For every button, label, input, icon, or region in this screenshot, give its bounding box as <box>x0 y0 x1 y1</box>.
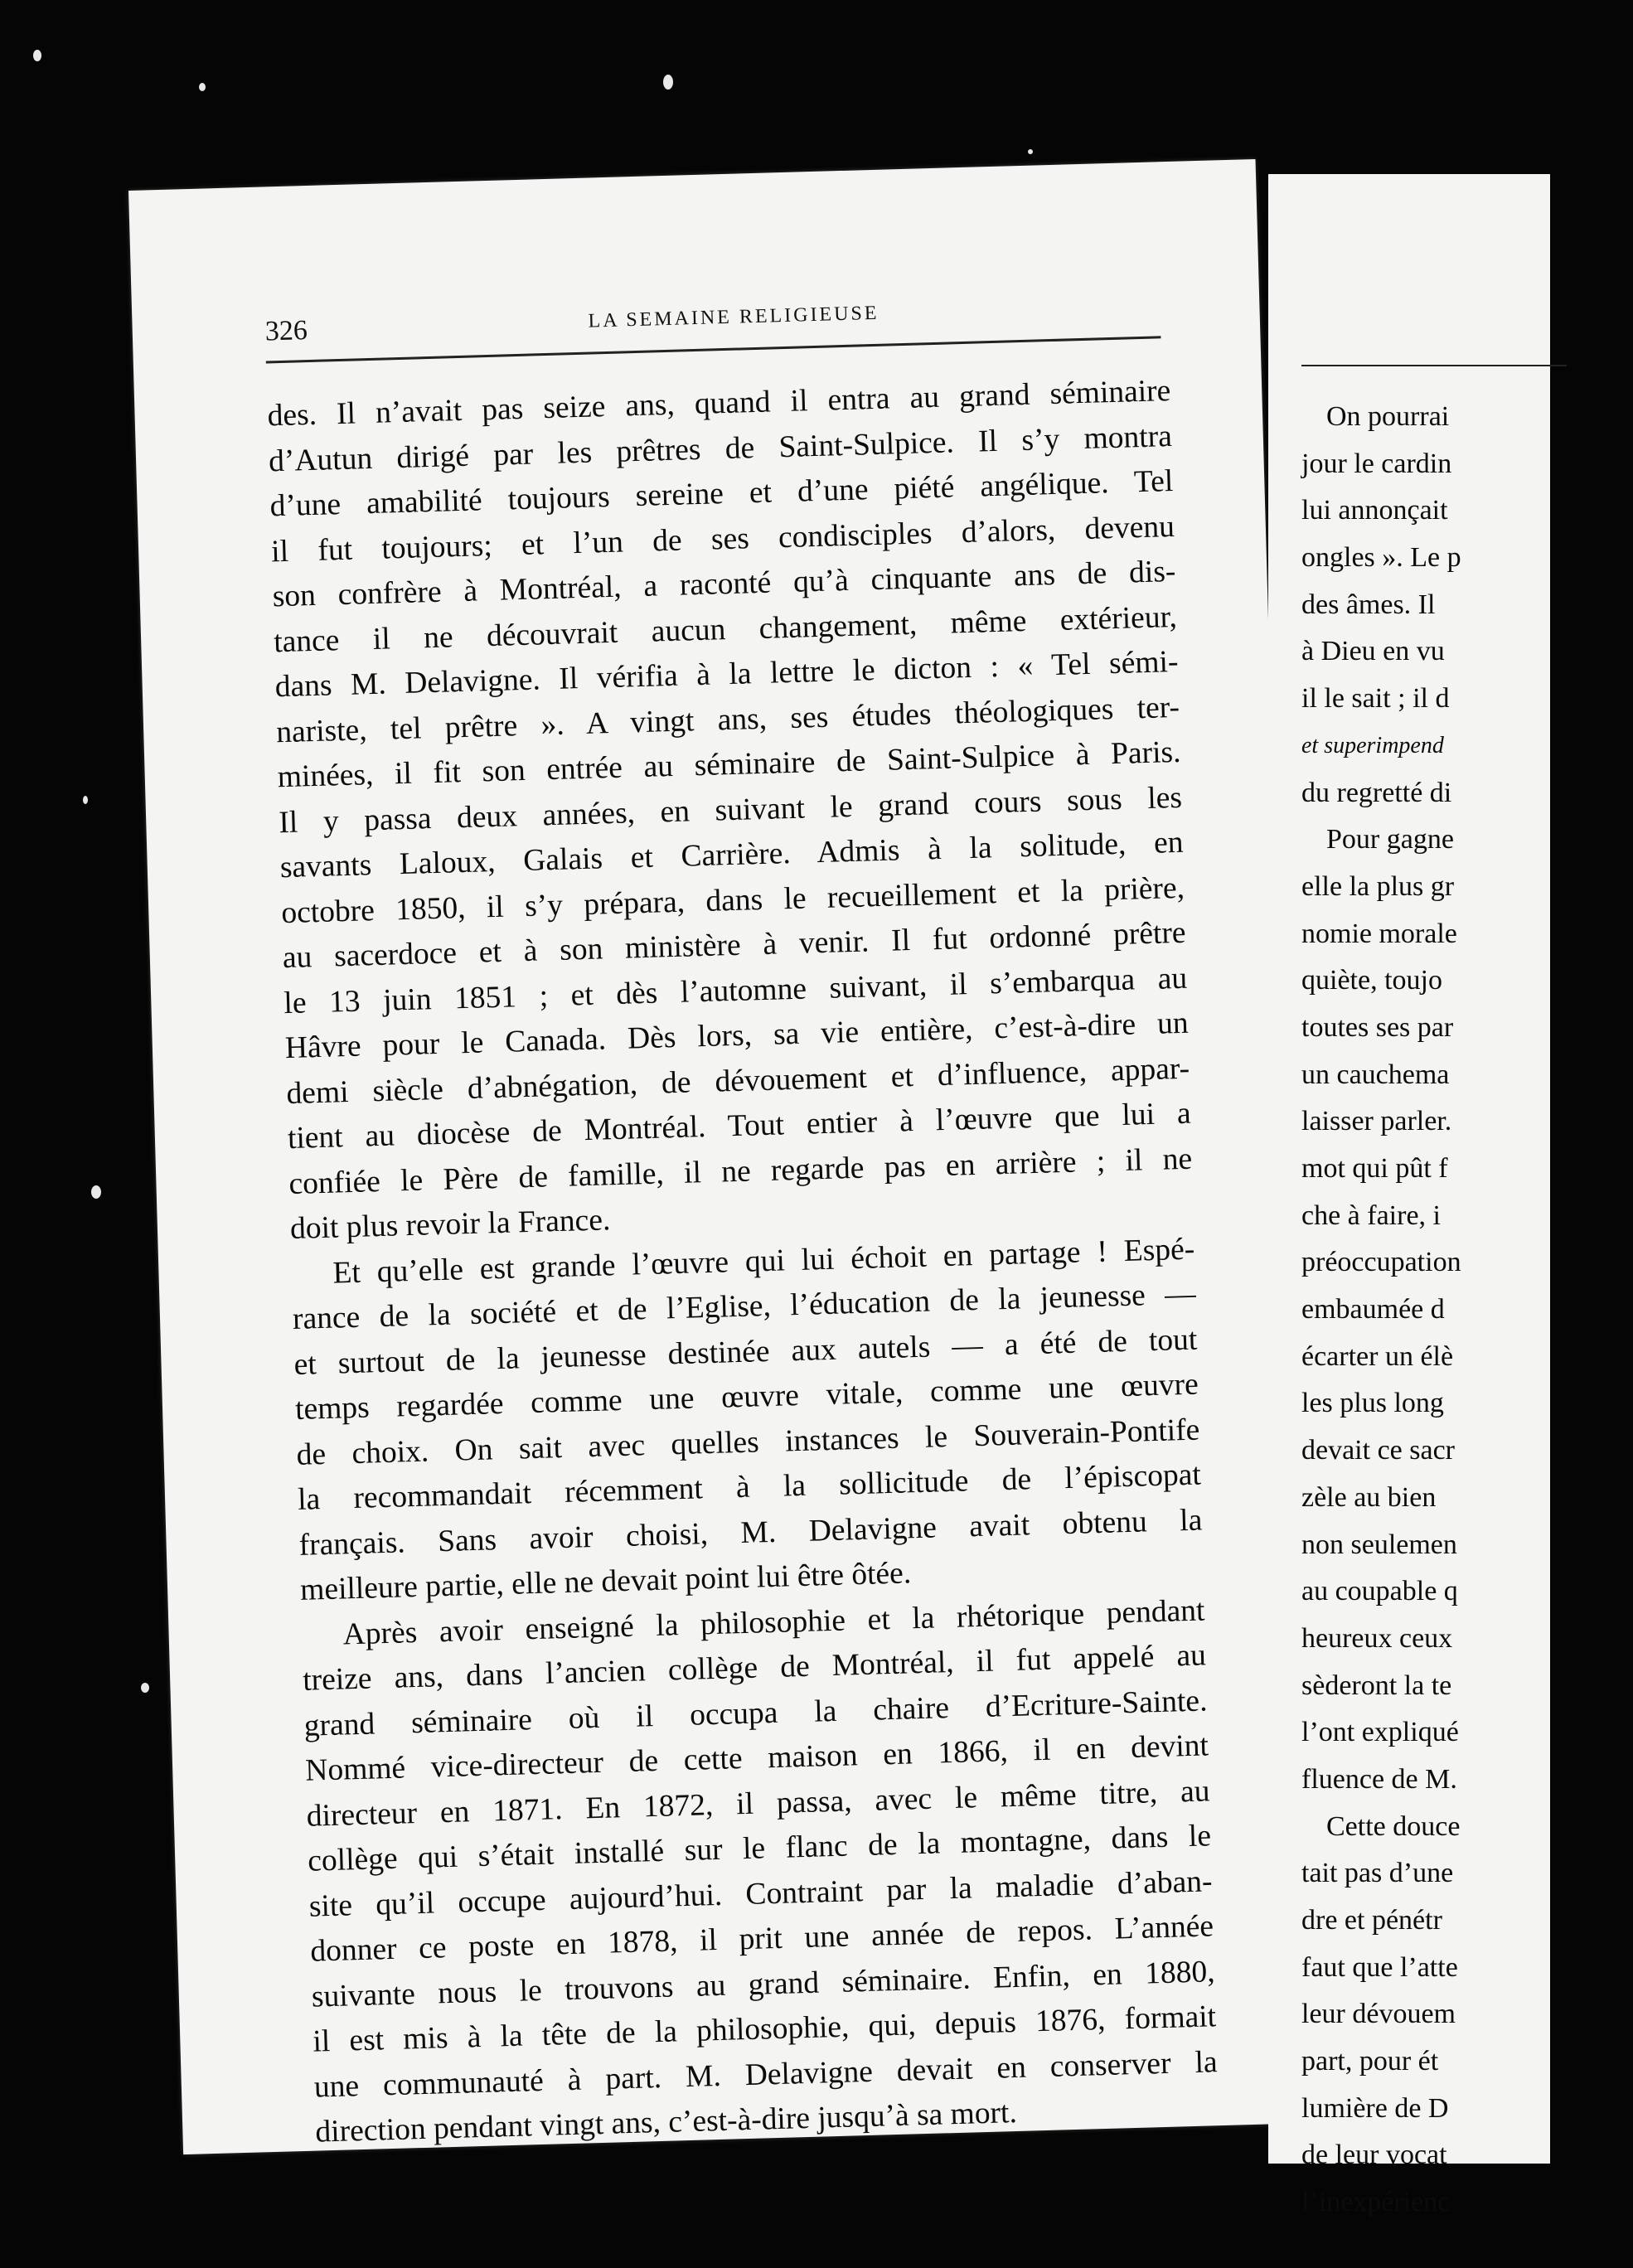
text-line: nomie morale <box>1301 918 1457 949</box>
text-line: On pourrai <box>1326 401 1450 432</box>
text-line: octobre 1850, il s’y prépara, dans le recueillement et la prière, <box>280 870 1185 930</box>
text-line: jour le cardin <box>1301 448 1452 479</box>
text-line: treize ans, dans l’ancien collège de Montréal, il fut appelé au <box>302 1638 1207 1698</box>
running-head: LA SEMAINE RELIGIEUSE <box>588 302 879 332</box>
text-line: grand séminaire où il occupa la chaire d’Ecriture-Sainte. <box>303 1683 1208 1743</box>
text-line: Pour gagne <box>1326 824 1454 855</box>
text-line: faut que l’atte <box>1301 1951 1458 1983</box>
text-line: des âmes. Il <box>1301 589 1436 620</box>
text-line: du regretté di <box>1301 777 1452 808</box>
text-line: Hâvre pour le Canada. Dès lors, sa vie entière, c’est-à-dire un <box>284 1006 1190 1066</box>
text-line: meilleure partie, elle ne devait point lui être ôtée. <box>299 1556 912 1607</box>
scan-speck <box>199 83 206 91</box>
text-line: français. Sans avoir choisi, M. Delavigne avait obtenu la <box>298 1502 1203 1563</box>
text-line: site qu’il occupe aujourd’hui. Contraint par la maladie d’aban- <box>308 1863 1214 1924</box>
text-line: nariste, tel prêtre ». A vingt ans, ses études théologiques ter- <box>275 690 1180 749</box>
text-line: fluence de M. <box>1301 1763 1457 1795</box>
text-line: heureux ceux <box>1301 1622 1453 1654</box>
text-line: dans M. Delavigne. Il vérifia à la lettre le dicton : « Tel sémi- <box>274 644 1179 705</box>
text-line: l’ont expliqué <box>1301 1717 1459 1748</box>
text-line: il le sait ; il d <box>1301 683 1450 715</box>
scan-speck <box>91 1185 101 1199</box>
text-line: écarter un élè <box>1301 1340 1454 1372</box>
text-line: minées, il fit son entrée au séminaire de Saint-Sulpice à Paris. <box>277 734 1181 795</box>
text-line: doit plus revoir la France. <box>289 1203 611 1247</box>
text-line: d’une amabilité toujours sereine et d’une piété angélique. Tel <box>269 463 1174 524</box>
text-line: rance de la société et de l’Eglise, l’éducation de la jeunesse — <box>292 1277 1197 1336</box>
text-line: à Dieu en vu <box>1301 636 1445 667</box>
left-page <box>128 159 1311 2154</box>
page-number: 326 <box>264 315 308 347</box>
text-line: et superimpend <box>1301 732 1444 758</box>
scan-speck <box>1028 149 1033 154</box>
text-line: préoccupation <box>1301 1247 1461 1278</box>
right-page <box>1268 174 1550 2218</box>
text-line: leur dévouem <box>1301 1999 1456 2030</box>
text-line: les plus long <box>1301 1388 1444 1419</box>
scan-speck <box>83 796 88 804</box>
text-line: donner ce poste en 1878, il prit une année de repos. L’année <box>309 1909 1214 1969</box>
text-line: Il y passa deux années, en suivant le grand cours sous les <box>278 780 1183 840</box>
text-line: collège qui s’était installé sur le flanc de la montagne, dans le <box>307 1819 1212 1878</box>
text-line: ongles ». Le p <box>1301 542 1461 574</box>
text-line: confiée le Père de famille, il ne regarde pas en arrière ; il ne <box>288 1141 1193 1201</box>
text-line: d’Autun dirigé par les prêtres de Saint-Sulpice. Il s’y montra <box>268 419 1173 478</box>
text-line: Et qu’elle est grande l’œuvre qui lui échoit en partage ! Espé- <box>332 1232 1195 1291</box>
text-line: la recommandait récemment à la sollicitude de l’épiscopat <box>297 1457 1202 1517</box>
text-line: embaumée d <box>1301 1294 1445 1325</box>
text-line: non seulemen <box>1301 1529 1457 1560</box>
text-line: Cette douce <box>1326 1810 1461 1842</box>
text-line: directeur en 1871. En 1872, il passa, avec le même titre, au <box>306 1773 1210 1834</box>
text-line: lumière de D <box>1301 2092 1449 2124</box>
text-line: temps regardée comme une œuvre vitale, comme une œuvre <box>294 1367 1199 1427</box>
text-line: tance il ne découvrait aucun changement, même extérieur, <box>273 599 1178 659</box>
text-line: des. Il n’avait pas seize ans, quand il entra au grand séminaire <box>267 373 1171 434</box>
text-line: devait ce sacr <box>1301 1435 1455 1466</box>
text-line: lui annonçait <box>1301 495 1448 526</box>
text-line: che à faire, i <box>1301 1199 1441 1231</box>
text-line: il fut toujours; et l’un de ses condisciples d’alors, devenu <box>270 509 1175 569</box>
text-line: savants Laloux, Galais et Carrière. Admis à la solitude, en <box>279 825 1185 885</box>
text-line: le 13 juin 1851 ; et dès l’automne suivant, il s’embarqua au <box>283 961 1188 1020</box>
text-line: de choix. On sait avec quelles instances le Souverain-Pontife <box>296 1413 1200 1472</box>
text-line: suivante nous le trouvons au grand séminaire. Enfin, en 1880, <box>311 1954 1216 2014</box>
text-line: et surtout de la jeunesse destinée aux autels — a été de tout <box>293 1322 1198 1382</box>
text-line: mot qui pût f <box>1301 1153 1448 1184</box>
scan-speck <box>663 75 673 90</box>
text-line: un cauchema <box>1301 1059 1450 1090</box>
text-line: quiète, toujo <box>1301 965 1442 996</box>
text-line: Après avoir enseigné la philosophie et la rhétorique pendant <box>342 1592 1205 1651</box>
text-line: de leur vocat <box>1301 2140 1447 2171</box>
text-line: l’inexpérienc <box>1301 2187 1451 2218</box>
text-line: son confrère à Montréal, a raconté qu’à cinquante ans de dis- <box>272 554 1176 614</box>
body-text <box>267 369 1219 2155</box>
text-line: direction pendant vingt ans, c’est-à-dire jusqu’à sa mort. <box>314 2095 1018 2149</box>
text-line: au coupable q <box>1301 1576 1458 1607</box>
text-line: part, pour ét <box>1301 2046 1439 2077</box>
text-line: une communauté à part. M. Delavigne devait en conserver la <box>313 2044 1219 2105</box>
text-line: sèderont la te <box>1301 1670 1452 1701</box>
page-header <box>264 286 1161 363</box>
text-line: tient au diocèse de Montréal. Tout entier à l’œuvre que lui a <box>287 1096 1192 1156</box>
header-rule <box>1301 365 1567 366</box>
scan-speck <box>33 50 41 61</box>
scan-speck <box>141 1683 149 1693</box>
text-line: au sacerdoce et à son ministère à venir. Il fut ordonné prêtre <box>282 915 1187 976</box>
text-line: laisser parler. <box>1301 1106 1452 1137</box>
text-line: zèle au bien <box>1301 1481 1437 1513</box>
text-line: toutes ses par <box>1301 1011 1454 1043</box>
text-line: demi siècle d’abnégation, de dévouement et d’influence, appar- <box>285 1051 1190 1111</box>
text-line: Nommé vice-directeur de cette maison en 1866, il en devint <box>304 1728 1209 1788</box>
text-line: dre et pénétr <box>1301 1905 1442 1936</box>
text-line: il est mis à la tête de la philosophie, qui, depuis 1876, formait <box>312 1999 1217 2059</box>
text-line: elle la plus gr <box>1301 870 1455 902</box>
text-line: tait pas d’une <box>1301 1858 1454 1889</box>
right-body-text <box>1301 394 1633 2227</box>
